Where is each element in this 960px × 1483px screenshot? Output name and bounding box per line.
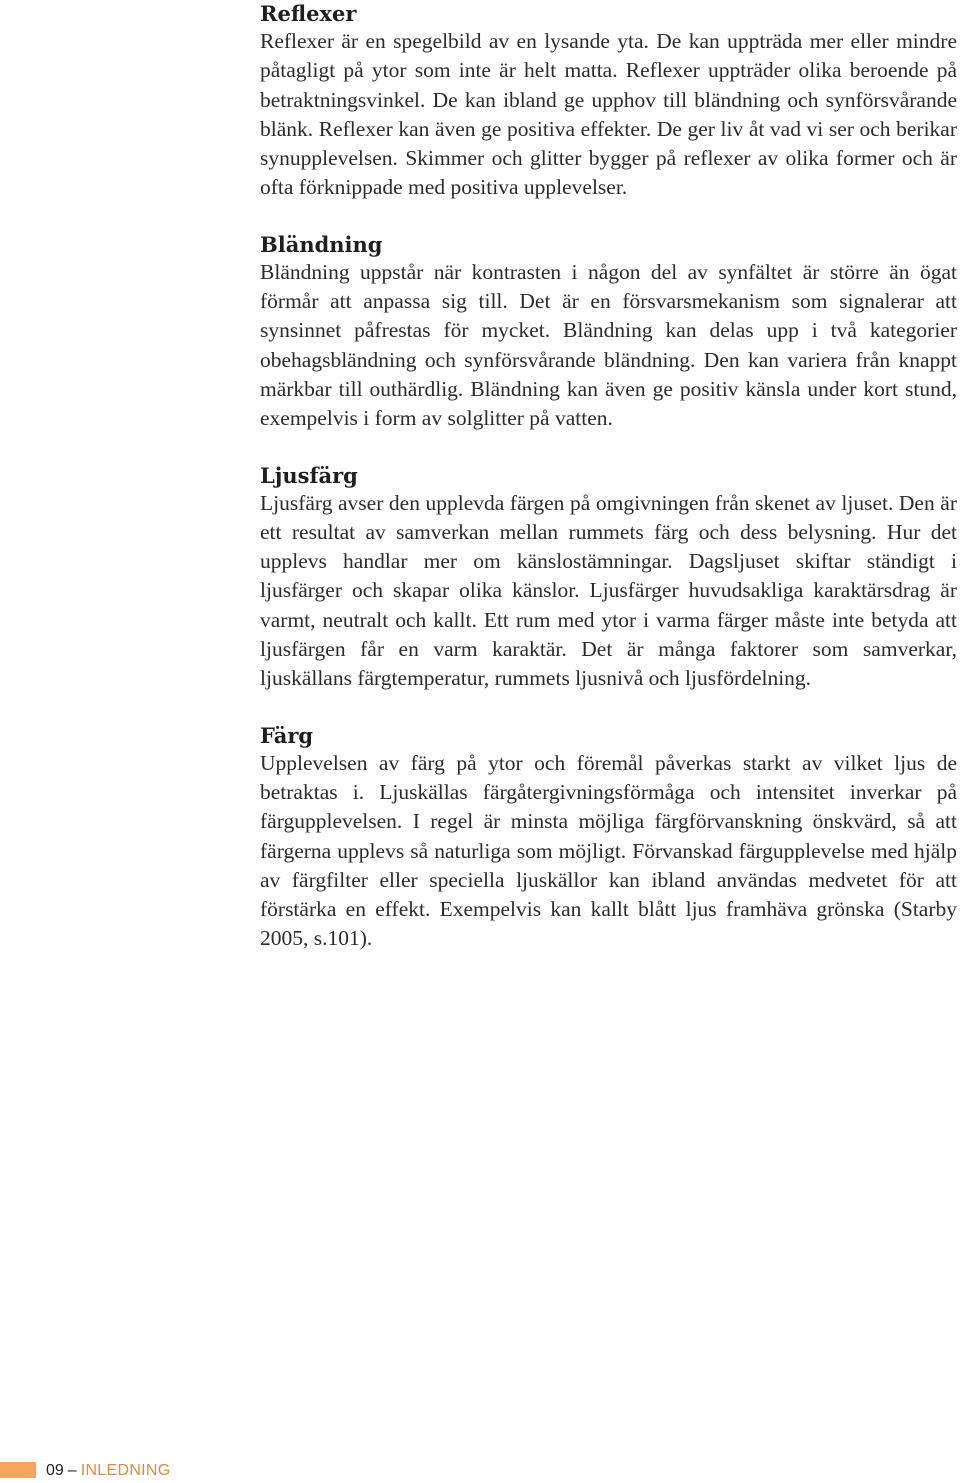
section-reflexer xyxy=(260,0,957,203)
footer-accent-bar xyxy=(0,1462,36,1478)
chapter-name: INLEDNING xyxy=(80,1462,171,1479)
section-heading: Reflexer xyxy=(260,1,357,26)
section-paragraph: Reflexer är en spegelbild av en lysande yta. De kan uppträda mer eller mindre påtagligt på ytor som inte är helt matta. Reflexer uppträder olika beroende på betraktningsvinkel. De kan ibland ge upphov till bländning och synförsvårande blänk. Reflexer kan även ge positiva effekter. De ger liv åt vad vi ser och berikar synupplevelsen. Skimmer och glitter bygger på reflexer av olika former och är ofta förknippade med positiva upplevelser. xyxy=(260,29,957,200)
section-heading: Ljusfärg xyxy=(260,462,358,488)
section-farg xyxy=(260,722,957,954)
section-ljusfarg xyxy=(260,462,957,694)
section-paragraph: Ljusfärg avser den upplevda färgen på omgivningen från skenet av ljuset. Den är ett resultat av samverkan mellan rummets färg och dess belysning. Hur det upplevs handlar mer om känslostämningar. Dagsljuset skiftar ständigt i ljusfärger och skapar olika känslor. Ljusfärger huvudsakliga karaktärsdrag är varmt, neutralt och kallt. Ett rum med ytor i varma färger måste inte betyda att ljusfärgen får en varm karaktär. Det är många faktorer som samverkar, ljuskällans färgtemperatur, rummets ljusnivå och ljusfördelning. xyxy=(260,490,957,691)
section-paragraph: Bländning uppstår när kontrasten i någon del av synfältet är större än ögat förmår att anpassa sig till. Det är en försvarsmekanism som signalerar att synsinnet påfrestas för mycket. Bländning kan delas upp i två kategorier obehagsbländning och synförsvårande bländning. Den kan variera från knappt märkbar till outhärdlig. Bländning kan även ge positiv känsla under kort stund, exempelvis i form av solglitter på vatten. xyxy=(260,259,957,431)
footer-label xyxy=(46,1461,171,1481)
page-number: 09 xyxy=(46,1462,64,1479)
section-heading: Bländning xyxy=(260,231,383,257)
footer-dash: – xyxy=(67,1462,77,1479)
main-content xyxy=(260,0,957,982)
page-footer xyxy=(0,1459,300,1481)
section-paragraph: Upplevelsen av färg på ytor och föremål påverkas starkt av vilket ljus de betraktas i. Ljuskällas färgåtergivningsförmåga och intensitet inverkar på färgupplevelsen. I regel är minsta möjliga färgförvanskning önskvärd, så att färgerna upplevs så naturliga som möjligt. Förvanskad färgupplevelse med hjälp av färgfilter eller speciella ljuskällor kan ibland användas medvetet för att förstärka en effekt. Exempelvis kan kallt blått ljus framhäva grönska (Starby 2005, s.101). xyxy=(260,750,957,951)
section-blandning xyxy=(260,231,957,434)
section-heading: Färg xyxy=(260,722,314,748)
